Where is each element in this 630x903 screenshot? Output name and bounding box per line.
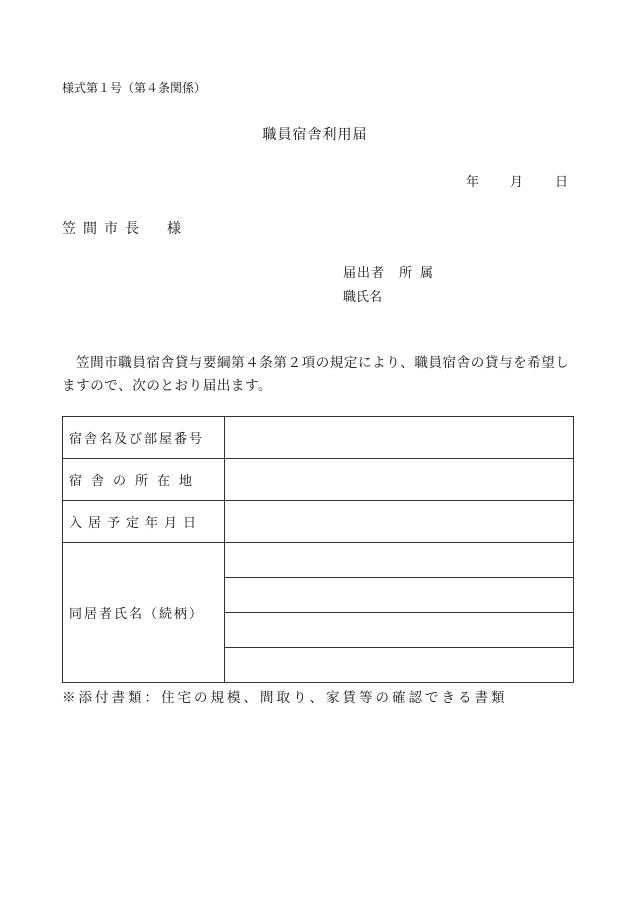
date-month-label: 月 bbox=[510, 175, 524, 190]
body-text: 笠間市職員宿舎貸与要綱第４条第２項の規定により、職員宿舎の貸与を希望しますので、次のとおり届出ます。 bbox=[62, 355, 570, 394]
document-title: 職員宿舎利用届 bbox=[262, 127, 368, 143]
table-row bbox=[63, 417, 574, 459]
applicant-name-label: 職氏名 bbox=[343, 290, 383, 305]
row-label-location: 宿舎の所在地 bbox=[63, 459, 225, 501]
info-table bbox=[62, 416, 574, 683]
row-value-location[interactable] bbox=[225, 459, 574, 501]
cohabitant-field-4[interactable] bbox=[225, 648, 574, 683]
cohabitant-field-1[interactable] bbox=[225, 543, 574, 578]
table-row bbox=[63, 543, 574, 578]
row-value-move-in-date[interactable] bbox=[225, 501, 574, 543]
body-paragraph bbox=[62, 352, 577, 398]
attachment-note: ※添付書類：住宅の規模、間取り、家賃等の確認できる書類 bbox=[62, 690, 508, 706]
date-year-label: 年 bbox=[466, 175, 480, 190]
cohabitant-field-3[interactable] bbox=[225, 613, 574, 648]
cohabitant-field-2[interactable] bbox=[225, 578, 574, 613]
applicant-affiliation-line bbox=[343, 262, 441, 281]
addressee: 笠間市長 様 bbox=[62, 221, 188, 237]
applicant-label: 届出者 bbox=[343, 266, 386, 281]
row-label-dormitory: 宿舎名及び部屋番号 bbox=[63, 417, 225, 459]
affiliation-label: 所属 bbox=[399, 266, 442, 281]
row-value-dormitory[interactable] bbox=[225, 417, 574, 459]
row-label-move-in-date: 入居予定年月日 bbox=[63, 501, 225, 543]
row-label-cohabitants: 同居者氏名（続柄） bbox=[63, 543, 225, 683]
form-number: 様式第１号（第４条関係） bbox=[62, 81, 207, 95]
date-day-label: 日 bbox=[555, 175, 569, 190]
table-row bbox=[63, 459, 574, 501]
table-row bbox=[63, 501, 574, 543]
